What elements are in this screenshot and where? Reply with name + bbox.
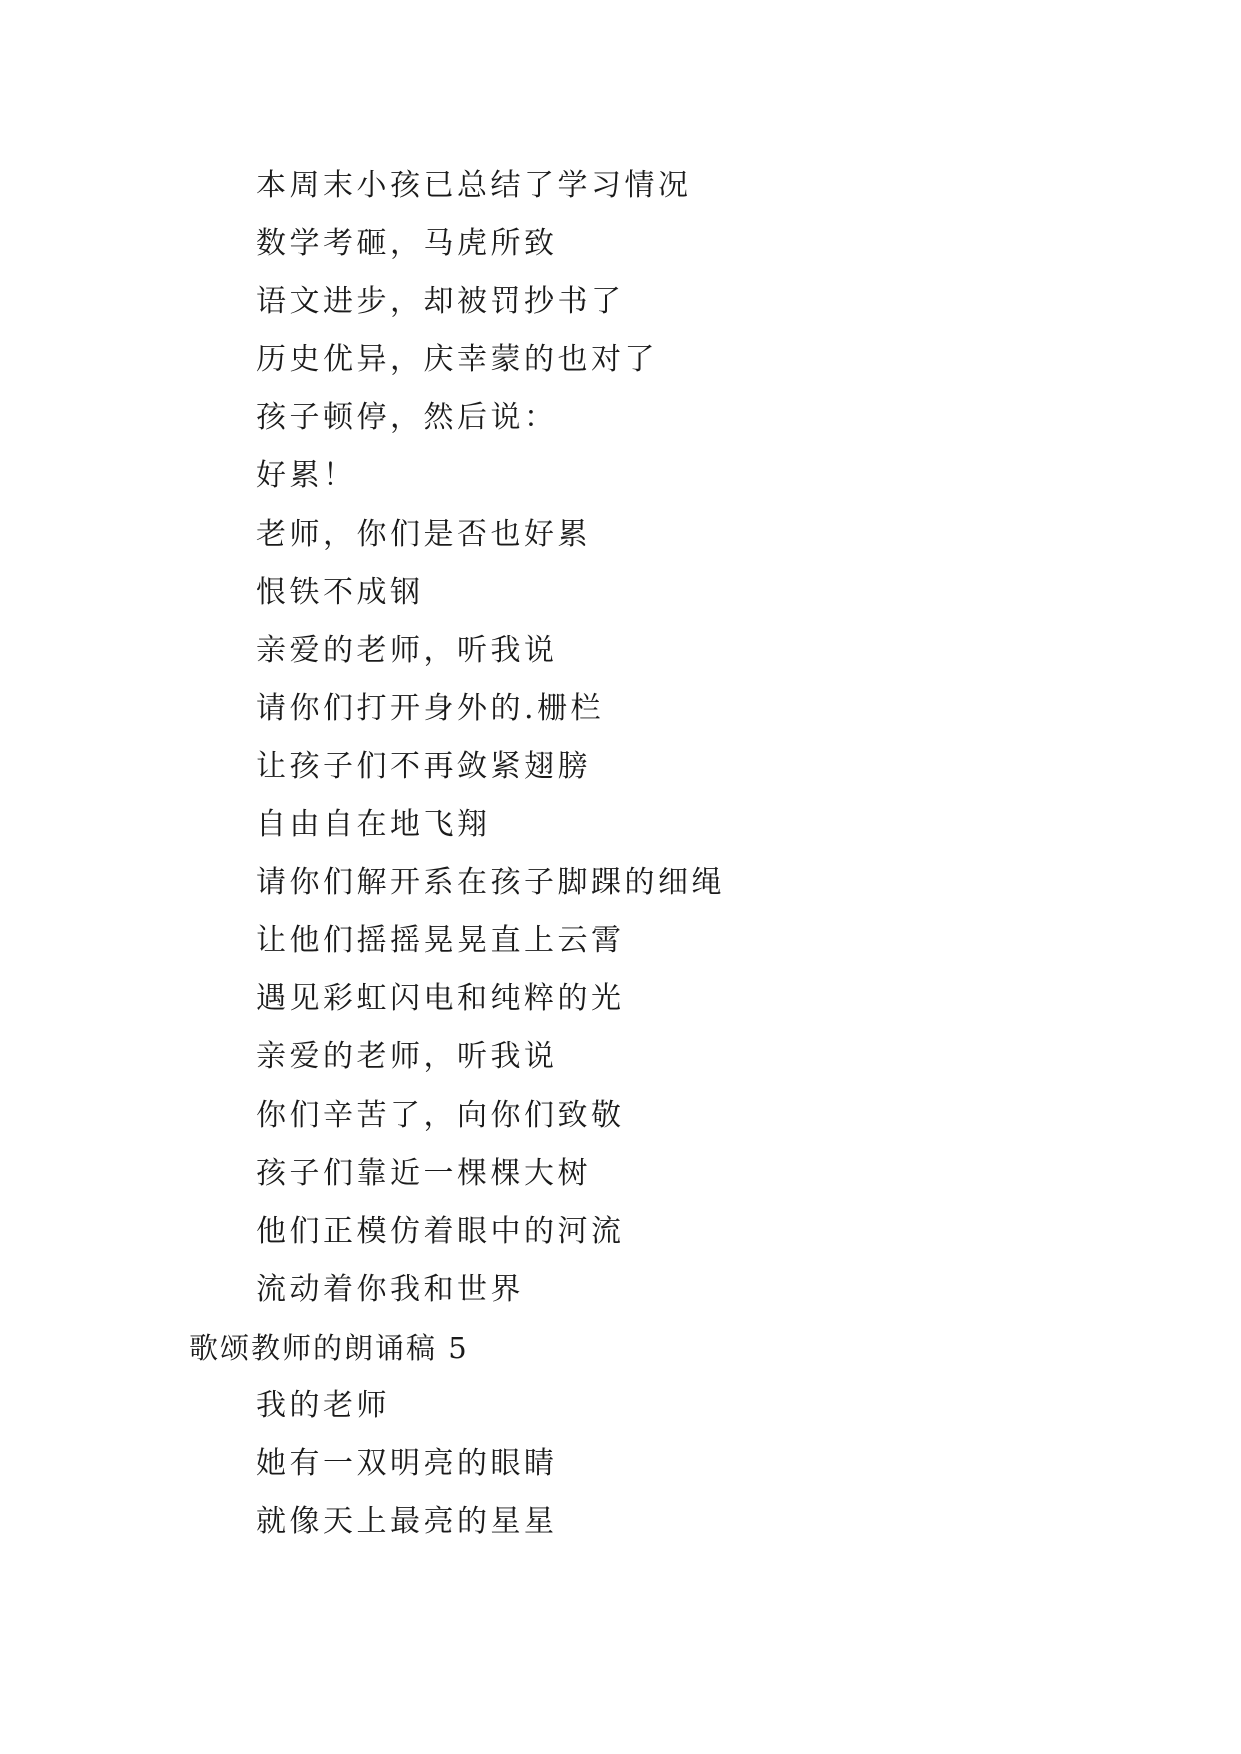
poem-line: 他们正模仿着眼中的河流 — [256, 1213, 625, 1249]
poem-line: 请你们解开系在孩子脚踝的细绳 — [256, 865, 725, 901]
poem-text — [0, 157, 1241, 1551]
poem-line: 语文进步，却被罚抄书了 — [256, 284, 625, 320]
poem-line: 让他们摇摇晃晃直上云霄 — [256, 923, 625, 959]
poem-line: 老师，你们是否也好累 — [256, 516, 591, 552]
poem-line: 恨铁不成钢 — [256, 574, 424, 610]
poem-line: 遇见彩虹闪电和纯粹的光 — [256, 981, 625, 1017]
poem-line: 数学考砸，马虎所致 — [256, 226, 558, 262]
poem-line: 亲爱的老师，听我说 — [256, 632, 558, 668]
poem-line: 好累！ — [256, 458, 357, 494]
poem-line: 她有一双明亮的眼睛 — [256, 1446, 558, 1482]
poem-line: 自由自在地飞翔 — [256, 807, 491, 843]
poem-line: 历史优异，庆幸蒙的也对了 — [256, 342, 658, 378]
poem-line: 我的老师 — [256, 1387, 390, 1423]
poem-line: 亲爱的老师，听我说 — [256, 1039, 558, 1075]
poem-line: 请你们打开身外的.栅栏 — [256, 690, 605, 726]
poem-line: 孩子顿停，然后说： — [256, 400, 558, 436]
poem-line: 孩子们靠近一棵棵大树 — [256, 1155, 591, 1191]
section-heading: 歌颂教师的朗诵稿 5 — [189, 1330, 469, 1365]
poem-line: 就像天上最亮的星星 — [256, 1504, 558, 1540]
poem-line: 你们辛苦了，向你们致敬 — [256, 1097, 625, 1133]
poem-line: 让孩子们不再敛紧翅膀 — [256, 748, 591, 784]
poem-line: 本周末小孩已总结了学习情况 — [256, 168, 692, 203]
poem-line: 流动着你我和世界 — [256, 1271, 524, 1307]
